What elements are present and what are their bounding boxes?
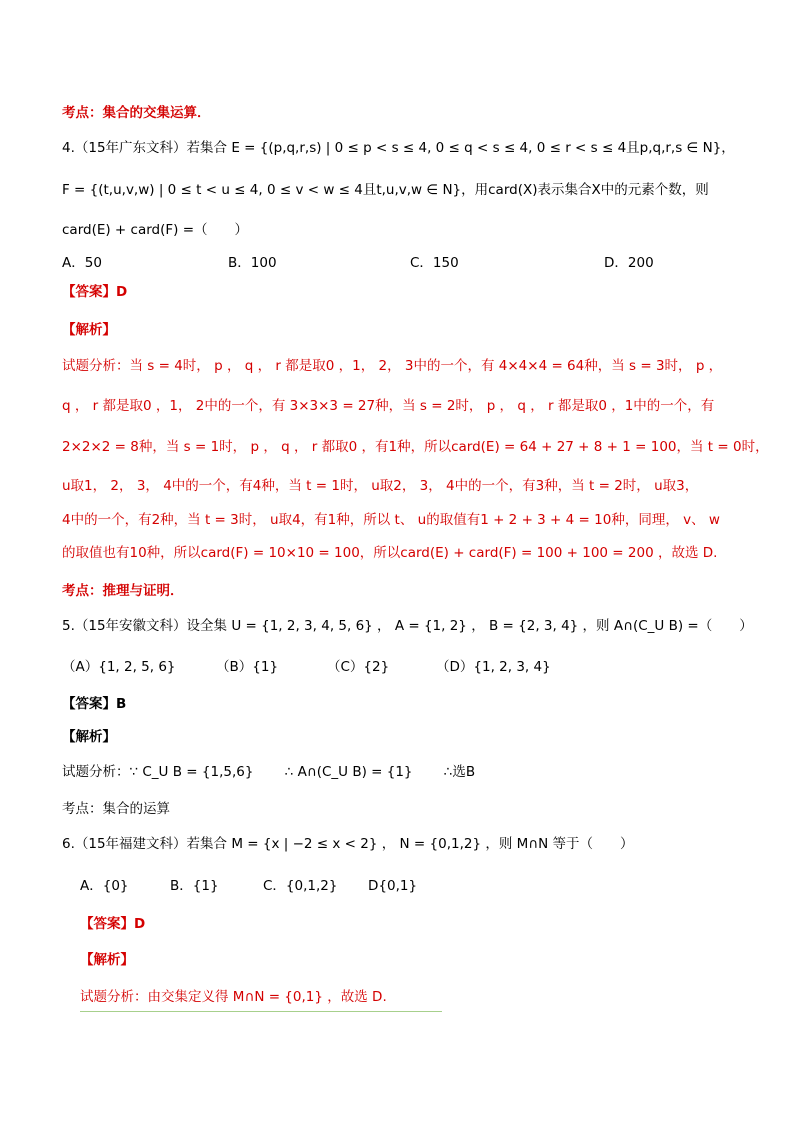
q4-option-d: D．200 bbox=[604, 255, 654, 271]
q6-jiexi: 【解析】 bbox=[80, 952, 134, 968]
q6-option-c: C．{0,1,2} bbox=[263, 878, 338, 894]
q4-option-c: C．150 bbox=[410, 255, 459, 271]
q4-stem-line1: 4.（15年广东文科）若集合 E = {(p,q,r,s) | 0 ≤ p < s ≤ 4, 0 ≤ q < s ≤ 4, 0 ≤ r < s ≤ 4且p,q,r,s ∈ N}， bbox=[62, 140, 735, 156]
q5-stem: 5.（15年安徽文科）设全集 U = {1, 2, 3, 4, 5, 6} ， A = {1, 2} ， B = {2, 3, 4} ，则 A∩(C_U B) =（ ） bbox=[62, 618, 753, 634]
q6-option-d: D{0,1} bbox=[368, 878, 418, 894]
q5-option-a: （A）{1, 2, 5, 6} bbox=[62, 659, 176, 675]
q4-analysis-line1: 试题分析：当 s = 4时， p ， q ， r 都是取0 ，1， 2， 3中的一个，有 4×4×4 = 64种，当 s = 3时， p ， bbox=[62, 358, 723, 374]
q5-option-b: （B）{1} bbox=[216, 659, 279, 675]
q4-analysis-line2: q ， r 都是取0 ，1， 2中的一个，有 3×3×3 = 27种，当 s = 2时， p ， q ， r 都是取0 ，1中的一个，有 bbox=[62, 398, 715, 414]
q4-analysis-line6: 的取值也有10种，所以card(F) = 10×10 = 100，所以card(E) + card(F) = 100 + 100 = 200 ，故选 D. bbox=[62, 545, 718, 561]
q5-option-c: （C）{2} bbox=[327, 659, 390, 675]
q4-answer: 【答案】D bbox=[62, 284, 128, 300]
q5-option-d: （D）{1, 2, 3, 4} bbox=[436, 659, 551, 675]
q6-stem: 6.（15年福建文科）若集合 M = {x | −2 ≤ x < 2} ， N = {0,1,2} ，则 M∩N 等于（ ） bbox=[62, 836, 634, 852]
q4-analysis-line4: u取1， 2， 3， 4中的一个，有4种，当 t = 1时， u取2， 3， 4中的一个，有3种，当 t = 2时， u取3， bbox=[62, 478, 699, 494]
q4-option-b: B．100 bbox=[228, 255, 277, 271]
q6-option-a: A．{0} bbox=[80, 878, 129, 894]
q5-jiexi: 【解析】 bbox=[62, 729, 116, 745]
q4-stem-line3: card(E) + card(F) =（ ） bbox=[62, 222, 249, 238]
q6-divider bbox=[80, 1011, 442, 1012]
q6-analysis: 试题分析：由交集定义得 M∩N = {0,1} ，故选 D. bbox=[80, 989, 387, 1005]
q5-kaodian: 考点：集合的运算 bbox=[62, 801, 170, 817]
q5-analysis: 试题分析：∵ C_U B = {1,5,6} ∴ A∩(C_U B) = {1} ∴选B bbox=[62, 764, 476, 780]
q6-option-b: B．{1} bbox=[170, 878, 219, 894]
q4-option-a: A．50 bbox=[62, 255, 102, 271]
q4-jiexi: 【解析】 bbox=[62, 322, 116, 338]
q5-answer: 【答案】B bbox=[62, 696, 127, 712]
q4-kaodian: 考点：推理与证明． bbox=[62, 583, 184, 599]
q4-analysis-line5: 4中的一个，有2种，当 t = 3时， u取4，有1种，所以 t、 u的取值有1 + 2 + 3 + 4 = 10种，同理， v、 w bbox=[62, 512, 720, 528]
q6-answer: 【答案】D bbox=[80, 916, 146, 932]
q4-analysis-line3: 2×2×2 = 8种，当 s = 1时， p ， q ， r 都取0 ，有1种，所以card(E) = 64 + 27 + 8 + 1 = 100，当 t = 0时， bbox=[62, 439, 769, 455]
q3-kaodian: 考点：集合的交集运算． bbox=[62, 105, 211, 121]
q4-stem-line2: F = {(t,u,v,w) | 0 ≤ t < u ≤ 4, 0 ≤ v < w ≤ 4且t,u,v,w ∈ N}，用card(X)表示集合X中的元素个数，则 bbox=[62, 182, 709, 198]
